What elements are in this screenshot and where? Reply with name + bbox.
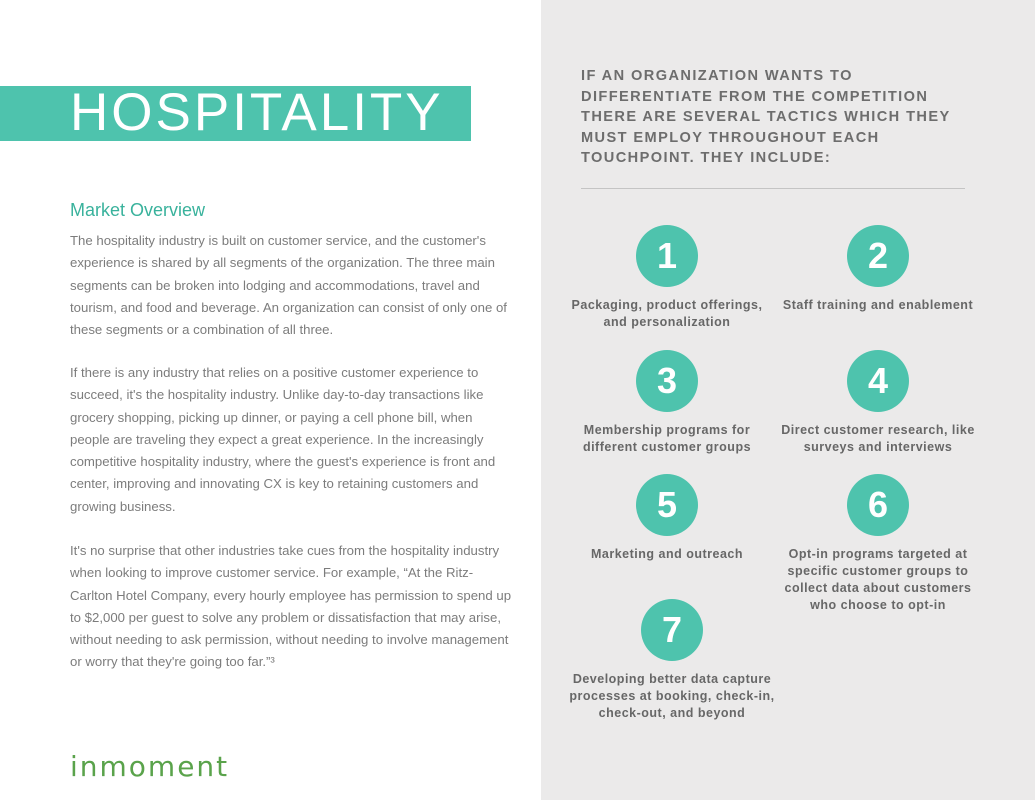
tactic-label: Membership programs for different customer groups — [582, 423, 752, 454]
tactic-item-6 — [773, 474, 983, 614]
tactic-item-4 — [773, 350, 983, 456]
tactic-number-badge: 2 — [847, 225, 909, 287]
tactic-label: Developing better data capture processes at booking, check-in, check-out, and beyond — [569, 672, 775, 720]
tactic-label: Opt-in programs targeted at specific customer groups to collect data about customers who choose to opt-in — [784, 547, 972, 612]
page-title: HOSPITALITY — [70, 83, 444, 142]
body-paragraph-3: It's no surprise that other industries take cues from the hospitality industry when looking to improve customer service. For example, “At the Ritz-Carlton Hotel Company, every hourly employee has permission to spend up to $2,000 per guest to solve any problem or dissatisfaction that may arise, without needing to ask permission, without needing to involve management or worry that they're going too far.”³ — [70, 543, 512, 670]
inmoment-logo: inmoment — [70, 750, 230, 783]
tactic-number-badge: 4 — [847, 350, 909, 412]
body-paragraph-1: The hospitality industry is built on customer service, and the customer's experience is shared by all segments of the organization. The three main segments can be broken into lodging and accommodations, travel and tourism, and food and beverage. An organization can consist of only one of these segments or a combination of all three. — [70, 233, 507, 338]
tactic-number-badge: 1 — [636, 225, 698, 287]
tactic-item-1 — [562, 225, 772, 331]
tactic-number-badge: 6 — [847, 474, 909, 536]
tactic-label: Marketing and outreach — [591, 547, 743, 561]
tactic-number-badge: 5 — [636, 474, 698, 536]
tactic-number-badge: 7 — [641, 599, 703, 661]
tactic-label: Packaging, product offerings, and personalization — [571, 298, 763, 329]
body-paragraph-2: If there is any industry that relies on a positive customer experience to succeed, it's the hospitality industry. Unlike day-to-day transactions like grocery shopping, picking up dinner, or paying a cell phone bill, when people are traveling they expect a great experience. In the increasingly competitive hospitality industry, where the guest's experience is front and center, improving and innovating CX is key to retaining customers and growing business. — [70, 365, 496, 514]
section-divider — [581, 188, 965, 189]
tactic-label: Direct customer research, like surveys and interviews — [781, 423, 975, 454]
section-heading: Market Overview — [70, 200, 206, 220]
tactic-number-badge: 3 — [636, 350, 698, 412]
tactic-item-3 — [562, 350, 772, 456]
tactics-intro: IF AN ORGANIZATION WANTS TO DIFFERENTIATE FROM THE COMPETITION THERE ARE SEVERAL TACTICS WHICH THEY MUST EMPLOY THROUGHOUT EACH TOUCHPOINT. THEY INCLUDE: — [581, 68, 951, 167]
tactic-item-7 — [567, 599, 777, 722]
tactic-label: Staff training and enablement — [782, 298, 974, 312]
tactic-item-2 — [773, 225, 983, 314]
tactic-item-5 — [562, 474, 772, 563]
